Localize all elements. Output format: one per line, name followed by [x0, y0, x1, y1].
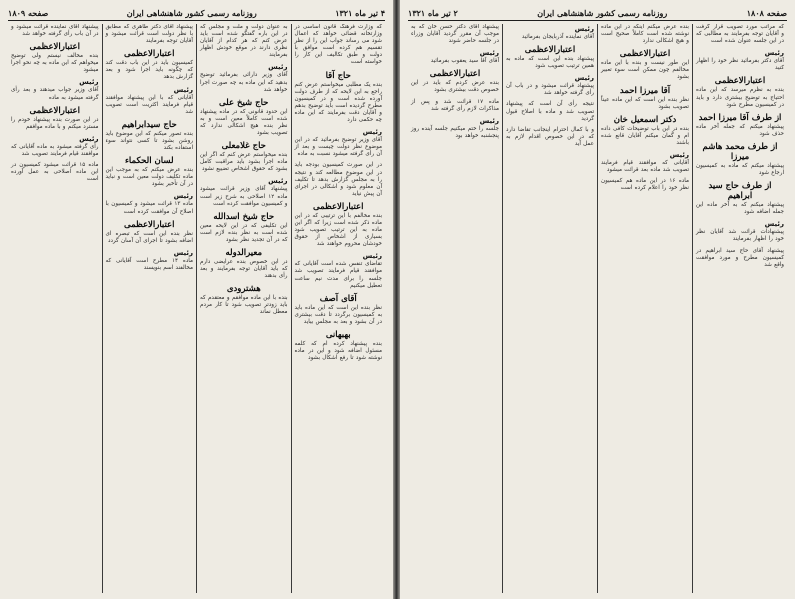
- article-block: [411, 49, 499, 65]
- article-block: [506, 101, 594, 122]
- article-block: [200, 141, 288, 173]
- paragraph-text: آقای وزیر توضیح بفرمائید که در این موضوع نظر دولت چیست و بعد از آن رأی گرفته میشود نسبت به ماده: [294, 137, 382, 158]
- speaker-label: رئیس: [173, 248, 193, 257]
- paragraph-text: ماده ۱۳ قرائت میشود و کمیسیون با اصلاح آن موافقت کرده است: [105, 201, 193, 215]
- article-block: [411, 99, 499, 113]
- article-block: [106, 24, 194, 45]
- paragraph-text: بنده مخالفم با این ترتیبی که در این ماده ذکر شده است زیرا که اگر این ماده به این ترتیب تصویب شود بسیاری از اشخاص از حقوق خودشان محروم خواهند شد: [294, 212, 382, 248]
- header-page-number: صفحه ۱۸۰۸: [746, 8, 787, 18]
- article-block: [411, 117, 499, 140]
- speaker-heading: معیرالدوله: [225, 247, 263, 258]
- speaker-heading: حاج شیخ اسدالله: [213, 211, 275, 222]
- article-block: [696, 248, 784, 269]
- paragraph-text: پیشنهاد بنده این است که ماده به همین ترتیب تصویب شود: [506, 56, 594, 70]
- article-block: [506, 25, 594, 41]
- header-date: ۲ تیر ماه ۱۳۲۱: [408, 8, 458, 18]
- header-date: ۴ تیر ماه ۱۳۲۱: [335, 8, 385, 18]
- text-column: [196, 24, 291, 593]
- paragraph-text: نتیجه رأی آن است که پیشنهاد تصویب شد و ماده با اصلاح قبول گردید: [506, 101, 594, 122]
- speaker-heading: اعتبارالاعظمی: [29, 42, 80, 53]
- newspaper-page-right: [400, 0, 795, 599]
- speaker-heading: اعتبارالاعظمی: [123, 219, 175, 230]
- text-column: [597, 24, 692, 593]
- paragraph-text: بنده مخالف نیستم ولی توضیح میخواهم که این ماده به چه نحو اجرا میشود: [11, 53, 99, 74]
- paragraph-text: در این خصوص بنده عرایضی دارم که باید آقایان توجه بفرمایند و بعد رأی بدهند: [200, 258, 288, 280]
- text-column: [102, 24, 197, 593]
- article-block: [696, 142, 784, 177]
- speaker-label: رئیس: [764, 49, 784, 58]
- paragraph-text: آقایانی که موافقند قیام فرمایند تصویب شد ماده بعد قرائت میشود: [601, 160, 689, 174]
- speaker-label: رئیس: [79, 78, 99, 87]
- article-block: [506, 74, 594, 97]
- speaker-label: رئیس: [173, 192, 193, 201]
- speaker-label: رئیس: [79, 134, 99, 143]
- paragraph-text: پیشنهاد آقای حاج سید ابراهیم در کمیسیون مطرح و مورد موافقت واقع شد: [696, 247, 784, 268]
- text-columns: [408, 24, 787, 593]
- speaker-label: رئیس: [362, 128, 382, 137]
- article-block: [295, 162, 383, 197]
- article-block: [696, 181, 784, 216]
- paragraph-text: پیشنهادات قرائت شد آقایان نظر خود را اظهار بفرمایند: [696, 229, 784, 243]
- speaker-label: رئیس: [574, 25, 594, 33]
- paragraph-text: بنده عرض میکنم اینکه در این ماده نوشته شده است کاملاً صحیح است و هیچ اشکالی ندارد: [601, 24, 689, 45]
- text-columns: [8, 24, 385, 593]
- text-column: [502, 24, 597, 593]
- paragraph-text: بنده به نظرم میرسد که این ماده احتیاج به توضیح بیشتری دارد و باید در کمیسیون مطرح شود: [696, 87, 784, 108]
- article-block: [11, 24, 99, 38]
- book-spine: [393, 0, 400, 599]
- speaker-label: رئیس: [268, 177, 288, 186]
- paragraph-text: این حدود قانونی که در ماده پیشنهاد شده است کاملاً معین است و به نظر بنده هیچ اشکالی ندارد که تصویب بشود: [200, 108, 288, 137]
- paragraph-text: پیشنهاد میکنم که ماده به کمیسیون ارجاع شود: [696, 162, 784, 177]
- paragraph-text: بنده عرض کردم که باید در این خصوص دقت بیشتری بشود: [411, 80, 499, 94]
- article-block: [106, 120, 194, 152]
- speaker-heading: اعتبارالاعظمی: [312, 201, 364, 212]
- article-block: [106, 192, 194, 215]
- article-block: [106, 86, 194, 116]
- speaker-label: رئیس: [479, 49, 499, 58]
- header-title: روزنامه رسمی کشور شاهنشاهی ایران: [537, 8, 668, 18]
- paragraph-text: در این صورت بنده پیشنهاد خودم را مسترد میکنم و با ماده موافقم: [11, 116, 99, 130]
- speaker-heading: آقای آصف: [319, 293, 357, 304]
- paragraph-text: جلسه را ختم میکنیم جلسه آینده روز پنجشنبه خواهد بود: [411, 125, 499, 139]
- article-block: [411, 24, 499, 45]
- speaker-label: رئیس: [479, 116, 499, 125]
- paragraph-text: که مراتب مورد تصویب قرار گرفت و آقایان توجه بفرمایند به مطالبی که در این جلسه عنوان شده است: [696, 24, 784, 45]
- article-block: [506, 127, 594, 148]
- speaker-heading: حاج غلامعلی: [221, 141, 266, 152]
- text-column: [291, 24, 386, 593]
- article-block: [106, 220, 194, 245]
- article-block: [696, 76, 784, 108]
- paragraph-text: آقایانی که با این پیشنهاد موافقند قیام فرمایند اکثریت است تصویب شد: [105, 94, 193, 115]
- speaker-heading: اعتبارالاعظمی: [619, 49, 671, 60]
- paragraph-text: بنده در این باب توضیحات کافی داده ام و گمان میکنم آقایان قانع شده باشند: [601, 125, 689, 146]
- newspaper-page-left: [0, 0, 393, 599]
- paragraph-text: آقای آقا سید یعقوب بفرمائید: [430, 58, 499, 65]
- speaker-label: رئیس: [362, 252, 382, 261]
- header-page-number: صفحه ۱۸۰۹: [8, 8, 49, 18]
- article-block: [696, 220, 784, 243]
- paragraph-text: نظر بنده این است که این ماده عیناً تصویب بشود: [601, 96, 689, 110]
- article-block: [295, 128, 383, 158]
- paragraph-text: ماده ۱۷ قرائت شد و پس از مذاکرات لازم رأی گرفته شد: [411, 98, 499, 112]
- article-block: [601, 178, 689, 192]
- article-block: [601, 24, 689, 45]
- paragraph-text: پیشنهاد آقای دکتر طاهری که مطابق با نظر دولت است قرائت میشود و آقایان توجه بفرمایند: [105, 24, 193, 45]
- article-block: [696, 49, 784, 72]
- paragraph-text: آقای نماینده آذربایجان بفرمائید: [521, 34, 594, 40]
- paragraph-text: این طور نیست و بنده با این ماده مخالفم چون ممکن است سوء تعبیر بشود: [601, 60, 689, 81]
- speaker-label: رئیس: [268, 63, 288, 72]
- article-block: [295, 24, 383, 67]
- speaker-heading: هشترودی: [226, 284, 261, 295]
- paragraph-text: پیشنهاد آقای نماینده قرائت میشود و در آن باب رأی گرفته خواهد شد: [11, 24, 99, 38]
- article-block: [200, 63, 288, 93]
- article-block: [295, 294, 383, 326]
- paragraph-text: بنده عرض میکنم که به موجب این ماده تکلیف دولت معین است و نباید در آن تأخیر بشود: [105, 167, 193, 188]
- speaker-heading: اعتبارالاعظمی: [714, 76, 766, 87]
- speaker-heading: حاج شیخ علی: [219, 97, 269, 108]
- article-block: [200, 284, 288, 316]
- speaker-heading: حاج آقا: [325, 70, 351, 81]
- paragraph-text: بنده با این ماده موافقم و معتقدم که باید زودتر تصویب شود تا کار مردم معطل نماند: [200, 295, 288, 316]
- speaker-heading: از طرف حاج سید ابراهیم: [708, 181, 772, 202]
- paragraph-text: بنده پیشنهاد کرده ام که کلمه مسئول اضافه شود و این در ماده نوشته شود تا رفع اشکال بشود: [294, 341, 382, 362]
- speaker-heading: بهبهانی: [325, 330, 351, 340]
- article-block: [601, 49, 689, 81]
- article-block: [200, 248, 288, 280]
- article-block: [200, 212, 288, 244]
- page-header: [8, 6, 385, 21]
- text-column: [8, 24, 102, 593]
- paragraph-text: که وزارت فرهنگ قانون اساسی در وزارتخانه قضائی خواهد که اعمال شود می رساند جواب این را از نظر تقسیم هم کرده است موافق با دولت و طبق تکالیف این کار را خواسته است: [294, 24, 382, 66]
- article-block: [11, 135, 99, 158]
- article-block: [106, 156, 194, 188]
- speaker-heading: آقا میرزا احمد: [619, 85, 671, 96]
- paragraph-text: ماده ۱۶ در این ماده هم کمیسیون نظر خود را اعلام کرده است: [601, 178, 689, 192]
- speaker-heading: اعتبارالاعظمی: [123, 49, 175, 60]
- article-block: [11, 42, 99, 74]
- article-block: [411, 69, 499, 94]
- article-block: [506, 45, 594, 70]
- paragraph-text: آقای دکتر بفرمائید نظر خود را اظهار کنید: [696, 58, 784, 72]
- speaker-heading: حاج سیدابراهیم: [121, 119, 177, 130]
- article-block: [295, 71, 383, 125]
- speaker-heading: اعتبارالاعظمی: [29, 105, 80, 116]
- speaker-label: رئیس: [574, 74, 594, 83]
- paragraph-text: بنده تصور میکنم که این موضوع باید روشن بشود تا کسی نتواند سوء استفاده بکند: [105, 130, 193, 152]
- speaker-heading: از طرف محمد هاشم میرزا: [702, 141, 778, 162]
- article-block: [11, 106, 99, 131]
- paragraph-text: تقاضای تنفس شده است آقایانی که موافقند قیام فرمایند تصویب شد جلسه را برای مدت نیم ساعت تعطیل میکنیم: [294, 261, 382, 289]
- paragraph-text: نظر بنده این است که این ماده باید به کمیسیون برگردد تا دقت بیشتری در آن بشود و بعد به مجلس بیاید: [294, 304, 382, 325]
- paragraph-text: بنده میخواستم عرض کنم که اگر این ماده اجرا بشود باید مراقبت کامل بشود که حقوق اشخاص تضییع نشود: [200, 152, 288, 173]
- paragraph-text: پیشنهاد آقای دکتر حسن خان که به موجب آن مقرر گردید آقایان وزراء در جلسه حاضر شوند: [411, 24, 499, 45]
- article-block: [601, 115, 689, 147]
- paragraph-text: آقای وزیر دارائی بفرمائید توضیح بدهید که این ماده به چه صورت اجرا خواهد شد: [200, 72, 288, 93]
- text-column: [408, 24, 502, 593]
- paragraph-text: رأی گرفته میشود به ماده آقایانی که موافقند قیام فرمایند تصویب شد: [11, 143, 99, 157]
- page-header: [408, 6, 787, 21]
- paragraph-text: پیشنهاد آقای وزیر قرائت میشود ماده ۱۲ اصلاحی به شرح زیر است و کمیسیون موافقت کرده است: [200, 186, 288, 207]
- paragraph-text: در این صورت کمیسیون بودجه باید در این موضوع مطالعه کند و نتیجه را به مجلس گزارش بدهد تا تکلیف آن معلوم شود و اشکالی در اجرای آن پیش نیاید: [294, 162, 382, 197]
- speaker-heading: لسان الحکماء: [124, 156, 174, 167]
- paragraph-text: ماده ۱۴ مطرح است آقایانی که مخالفند اسم بنویسند: [105, 257, 194, 271]
- article-block: [601, 151, 689, 174]
- article-block: [200, 98, 288, 137]
- speaker-heading: دکتر اسمعیل خان: [613, 114, 677, 125]
- header-title: روزنامه رسمی کشور شاهنشاهی ایران: [126, 8, 257, 18]
- article-block: [200, 177, 288, 207]
- article-block: [106, 49, 194, 81]
- text-column: [692, 24, 787, 593]
- article-block: [11, 78, 99, 101]
- paragraph-text: پیشنهاد میکنم که به آخر ماده این جمله اضافه شود: [696, 202, 784, 216]
- paragraph-text: این تکلیفی که در این لایحه معین شده است به نظر بنده لازم است که در آن تجدید نظر بشود: [200, 222, 288, 243]
- article-block: [11, 162, 99, 183]
- paragraph-text: نظر بنده این است که تبصره ای اضافه بشود تا اجرای آن آسان گردد: [105, 230, 193, 244]
- paragraph-text: آقای وزیر جواب میدهند و بعد رأی گرفته میشود به ماده: [11, 87, 99, 101]
- article-block: [295, 202, 383, 248]
- speaker-label: رئیس: [764, 220, 784, 229]
- article-block: [696, 113, 784, 138]
- speaker-heading: از طرف آقا میرزا احمد: [698, 112, 782, 123]
- article-block: [200, 24, 288, 59]
- article-block: [696, 24, 784, 45]
- speaker-label: رئیس: [173, 85, 193, 94]
- paragraph-text: کمیسیون باید در این باب دقت کند که چگونه باید اجرا شود و بعد گزارش بدهد: [105, 60, 193, 81]
- article-block: [106, 249, 194, 272]
- article-block: [601, 86, 689, 111]
- article-block: [295, 330, 383, 362]
- paragraph-text: ماده ۱۵ قرائت میشود کمیسیون در این ماده اصلاحی به عمل آورده است: [11, 162, 99, 183]
- paragraph-text: به عنوان دولت و ملت و مجلس که در این باره گفتگو شده است باید عرض کنم که هر کدام از آقایان نظری دارند در موقع خودش اظهار بفرمایند: [200, 24, 288, 59]
- article-block: [295, 252, 383, 289]
- paragraph-text: پیشنهاد قرائت میشود و در باب آن رأی گرفته خواهد شد: [506, 83, 594, 97]
- paragraph-text: بنده یک مطلبی میخواستم عرض کنم راجع به این لایحه که از طرف دولت آورده شده است و در کمیسیون مطرح گردیده است باید توضیح بدهم و آقایان دقت بفرمایند که این ماده چه حکمی دارد: [294, 81, 382, 124]
- speaker-heading: اعتبارالاعظمی: [429, 69, 481, 80]
- speaker-heading: اعتبارالاعظمی: [524, 45, 576, 56]
- speaker-label: رئیس: [669, 151, 689, 160]
- paragraph-text: و با کمال احترام اینجانب تقاضا دارد که در این خصوص اقدام لازم به عمل آید: [506, 126, 594, 147]
- paragraph-text: پیشنهاد میکنم که جمله آخر ماده حذف شود: [696, 123, 784, 137]
